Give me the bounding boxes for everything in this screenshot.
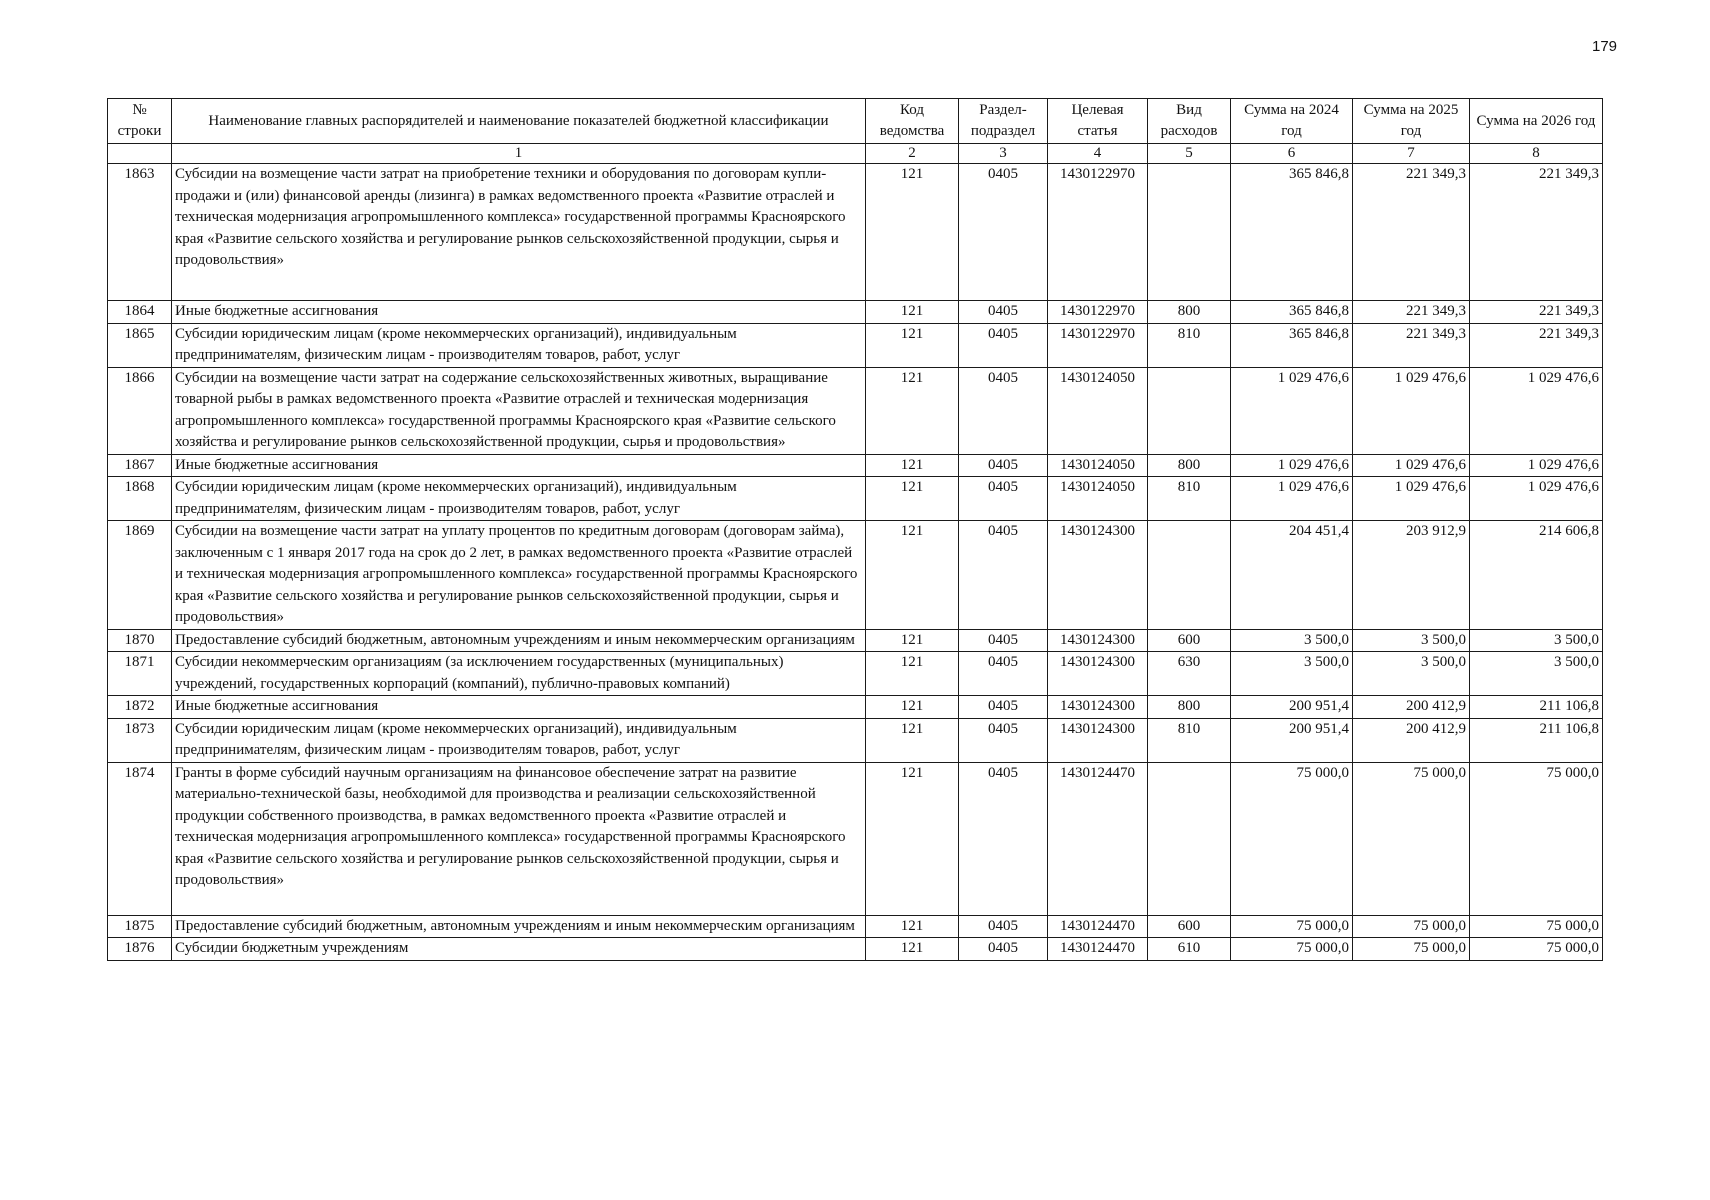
section-code: 0405 (959, 938, 1048, 961)
header-expense-type: Вид расходов (1148, 99, 1231, 144)
table-row (108, 652, 1603, 696)
header-dept-code: Код ведомства (866, 99, 959, 144)
sum-2026: 75 000,0 (1470, 762, 1603, 915)
section-code: 0405 (959, 323, 1048, 367)
expense-type: 810 (1148, 323, 1231, 367)
row-name: Субсидии на возмещение части затрат на содержание сельскохозяйственных животных, выращивание товарной рыбы в рамках ведомственного проекта «Развитие отраслей и техническая модернизация агропромышленного комплекса» государственной программы Красноярского края «Развитие сельского хозяйства и регулирование рынков сельскохозяйственной продукции, сырья и продовольствия» (172, 367, 866, 454)
dept-code: 121 (866, 762, 959, 915)
row-name: Субсидии бюджетным учреждениям (172, 938, 866, 961)
row-name: Субсидии юридическим лицам (кроме некоммерческих организаций), индивидуальным предпринимателям, физическим лицам - производителям товаров, работ, услуг (172, 718, 866, 762)
target-article: 1430124300 (1048, 521, 1148, 630)
target-article: 1430122970 (1048, 301, 1148, 324)
sum-2024: 365 846,8 (1231, 323, 1353, 367)
sum-2026: 1 029 476,6 (1470, 477, 1603, 521)
sum-2025: 200 412,9 (1353, 718, 1470, 762)
dept-code: 121 (866, 454, 959, 477)
dept-code: 121 (866, 718, 959, 762)
column-number: 3 (959, 144, 1048, 164)
expense-type: 800 (1148, 696, 1231, 719)
sum-2024: 365 846,8 (1231, 164, 1353, 301)
row-number: 1874 (108, 762, 172, 915)
sum-2024: 75 000,0 (1231, 762, 1353, 915)
dept-code: 121 (866, 367, 959, 454)
sum-2024: 200 951,4 (1231, 718, 1353, 762)
row-name: Субсидии юридическим лицам (кроме некоммерческих организаций), индивидуальным предпринимателям, физическим лицам - производителям товаров, работ, услуг (172, 323, 866, 367)
dept-code: 121 (866, 477, 959, 521)
sum-2026: 221 349,3 (1470, 323, 1603, 367)
row-name: Субсидии юридическим лицам (кроме некоммерческих организаций), индивидуальным предпринимателям, физическим лицам - производителям товаров, работ, услуг (172, 477, 866, 521)
section-code: 0405 (959, 454, 1048, 477)
sum-2026: 1 029 476,6 (1470, 454, 1603, 477)
sum-2024: 75 000,0 (1231, 938, 1353, 961)
row-name: Иные бюджетные ассигнования (172, 301, 866, 324)
section-code: 0405 (959, 718, 1048, 762)
dept-code: 121 (866, 164, 959, 301)
sum-2026: 221 349,3 (1470, 164, 1603, 301)
header-sum-2024: Сумма на 2024 год (1231, 99, 1353, 144)
table-row (108, 521, 1603, 630)
sum-2024: 1 029 476,6 (1231, 477, 1353, 521)
sum-2026: 214 606,8 (1470, 521, 1603, 630)
header-target-article: Целевая статья (1048, 99, 1148, 144)
header-name: Наименование главных распорядителей и наименование показателей бюджетной классификации (172, 99, 866, 144)
sum-2024: 1 029 476,6 (1231, 367, 1353, 454)
sum-2026: 211 106,8 (1470, 696, 1603, 719)
sum-2025: 75 000,0 (1353, 938, 1470, 961)
dept-code: 121 (866, 301, 959, 324)
table-body (108, 164, 1603, 961)
target-article: 1430124300 (1048, 718, 1148, 762)
expense-type: 610 (1148, 938, 1231, 961)
sum-2026: 1 029 476,6 (1470, 367, 1603, 454)
row-name: Гранты в форме субсидий научным организациям на финансовое обеспечение затрат на развитие материально-технической базы, необходимой для производства и реализации сельскохозяйственной продукции собственного производства, в рамках ведомственного проекта «Развитие отраслей и техническая модернизация агропромышленного комплекса» государственной программы Красноярского края «Развитие сельского хозяйства и регулирование рынков сельскохозяйственной продукции, сырья и продовольствия» (172, 762, 866, 915)
sum-2025: 3 500,0 (1353, 652, 1470, 696)
expense-type (1148, 762, 1231, 915)
section-code: 0405 (959, 477, 1048, 521)
budget-table (107, 98, 1603, 961)
header-sum-2026: Сумма на 2026 год (1470, 99, 1603, 144)
target-article: 1430122970 (1048, 323, 1148, 367)
row-name: Иные бюджетные ассигнования (172, 696, 866, 719)
sum-2026: 75 000,0 (1470, 915, 1603, 938)
section-code: 0405 (959, 164, 1048, 301)
column-number: 5 (1148, 144, 1231, 164)
row-name: Субсидии на возмещение части затрат на уплату процентов по кредитным договорам (договорам займа), заключенным с 1 января 2017 года на срок до 2 лет, в рамках ведомственного проекта «Развитие отраслей и техническая модернизация агропромышленного комплекса» государственной программы Красноярского края «Развитие сельского хозяйства и регулирование рынков сельскохозяйственной продукции, сырья и продовольствия» (172, 521, 866, 630)
target-article: 1430124470 (1048, 938, 1148, 961)
row-number: 1866 (108, 367, 172, 454)
section-code: 0405 (959, 367, 1048, 454)
expense-type: 810 (1148, 477, 1231, 521)
target-article: 1430122970 (1048, 164, 1148, 301)
sum-2024: 3 500,0 (1231, 629, 1353, 652)
dept-code: 121 (866, 629, 959, 652)
sum-2025: 200 412,9 (1353, 696, 1470, 719)
target-article: 1430124470 (1048, 915, 1148, 938)
sum-2024: 3 500,0 (1231, 652, 1353, 696)
target-article: 1430124470 (1048, 762, 1148, 915)
expense-type: 600 (1148, 629, 1231, 652)
sum-2025: 221 349,3 (1353, 323, 1470, 367)
row-number: 1869 (108, 521, 172, 630)
dept-code: 121 (866, 521, 959, 630)
expense-type: 800 (1148, 454, 1231, 477)
dept-code: 121 (866, 938, 959, 961)
expense-type: 630 (1148, 652, 1231, 696)
row-number: 1872 (108, 696, 172, 719)
section-code: 0405 (959, 762, 1048, 915)
row-number: 1871 (108, 652, 172, 696)
section-code: 0405 (959, 629, 1048, 652)
sum-2025: 3 500,0 (1353, 629, 1470, 652)
table-row (108, 718, 1603, 762)
dept-code: 121 (866, 696, 959, 719)
sum-2024: 75 000,0 (1231, 915, 1353, 938)
sum-2026: 221 349,3 (1470, 301, 1603, 324)
sum-2025: 75 000,0 (1353, 762, 1470, 915)
column-number-row (108, 144, 1603, 164)
column-number: 2 (866, 144, 959, 164)
sum-2025: 221 349,3 (1353, 301, 1470, 324)
table-row (108, 454, 1603, 477)
target-article: 1430124300 (1048, 652, 1148, 696)
column-number (108, 144, 172, 164)
target-article: 1430124050 (1048, 367, 1148, 454)
column-number: 4 (1048, 144, 1148, 164)
sum-2026: 211 106,8 (1470, 718, 1603, 762)
row-name: Субсидии на возмещение части затрат на приобретение техники и оборудования по договорам купли-продажи и (или) финансовой аренды (лизинга) в рамках ведомственного проекта «Развитие отраслей и техническая модернизация агропромышленного комплекса» государственной программы Красноярского края «Развитие сельского хозяйства и регулирование рынков сельскохозяйственной продукции, сырья и продовольствия» (172, 164, 866, 301)
table-header (108, 99, 1603, 164)
row-number: 1867 (108, 454, 172, 477)
sum-2024: 1 029 476,6 (1231, 454, 1353, 477)
sum-2025: 221 349,3 (1353, 164, 1470, 301)
target-article: 1430124050 (1048, 454, 1148, 477)
column-number: 1 (172, 144, 866, 164)
table-row (108, 915, 1603, 938)
section-code: 0405 (959, 652, 1048, 696)
row-name: Предоставление субсидий бюджетным, автономным учреждениям и иным некоммерческим организациям (172, 915, 866, 938)
expense-type: 600 (1148, 915, 1231, 938)
row-number: 1870 (108, 629, 172, 652)
target-article: 1430124050 (1048, 477, 1148, 521)
row-number: 1863 (108, 164, 172, 301)
sum-2026: 75 000,0 (1470, 938, 1603, 961)
dept-code: 121 (866, 323, 959, 367)
target-article: 1430124300 (1048, 696, 1148, 719)
row-number: 1876 (108, 938, 172, 961)
sum-2025: 1 029 476,6 (1353, 454, 1470, 477)
sum-2026: 3 500,0 (1470, 652, 1603, 696)
sum-2026: 3 500,0 (1470, 629, 1603, 652)
table-row (108, 323, 1603, 367)
expense-type (1148, 164, 1231, 301)
column-number: 8 (1470, 144, 1603, 164)
row-number: 1864 (108, 301, 172, 324)
table-row (108, 762, 1603, 915)
dept-code: 121 (866, 652, 959, 696)
dept-code: 121 (866, 915, 959, 938)
row-number: 1868 (108, 477, 172, 521)
sum-2024: 365 846,8 (1231, 301, 1353, 324)
table-row (108, 164, 1603, 301)
target-article: 1430124300 (1048, 629, 1148, 652)
table-row (108, 367, 1603, 454)
section-code: 0405 (959, 301, 1048, 324)
row-number: 1865 (108, 323, 172, 367)
sum-2024: 204 451,4 (1231, 521, 1353, 630)
table-row (108, 629, 1603, 652)
table-row (108, 477, 1603, 521)
row-name: Иные бюджетные ассигнования (172, 454, 866, 477)
expense-type: 800 (1148, 301, 1231, 324)
header-section: Раздел-подраздел (959, 99, 1048, 144)
header-sum-2025: Сумма на 2025 год (1353, 99, 1470, 144)
sum-2025: 1 029 476,6 (1353, 367, 1470, 454)
section-code: 0405 (959, 915, 1048, 938)
sum-2025: 1 029 476,6 (1353, 477, 1470, 521)
column-number: 7 (1353, 144, 1470, 164)
row-name: Субсидии некоммерческим организациям (за исключением государственных (муниципальных) учреждений, государственных корпораций (компаний), публично-правовых компаний) (172, 652, 866, 696)
table-row (108, 696, 1603, 719)
section-code: 0405 (959, 521, 1048, 630)
header-row (108, 99, 1603, 144)
sum-2025: 203 912,9 (1353, 521, 1470, 630)
row-number: 1875 (108, 915, 172, 938)
sum-2024: 200 951,4 (1231, 696, 1353, 719)
row-number: 1873 (108, 718, 172, 762)
section-code: 0405 (959, 696, 1048, 719)
sum-2025: 75 000,0 (1353, 915, 1470, 938)
expense-type (1148, 367, 1231, 454)
column-number: 6 (1231, 144, 1353, 164)
table-row (108, 938, 1603, 961)
expense-type (1148, 521, 1231, 630)
expense-type: 810 (1148, 718, 1231, 762)
header-row-number: № строки (108, 99, 172, 144)
row-name: Предоставление субсидий бюджетным, автономным учреждениям и иным некоммерческим организациям (172, 629, 866, 652)
page-number: 179 (1592, 38, 1618, 55)
table-row (108, 301, 1603, 324)
